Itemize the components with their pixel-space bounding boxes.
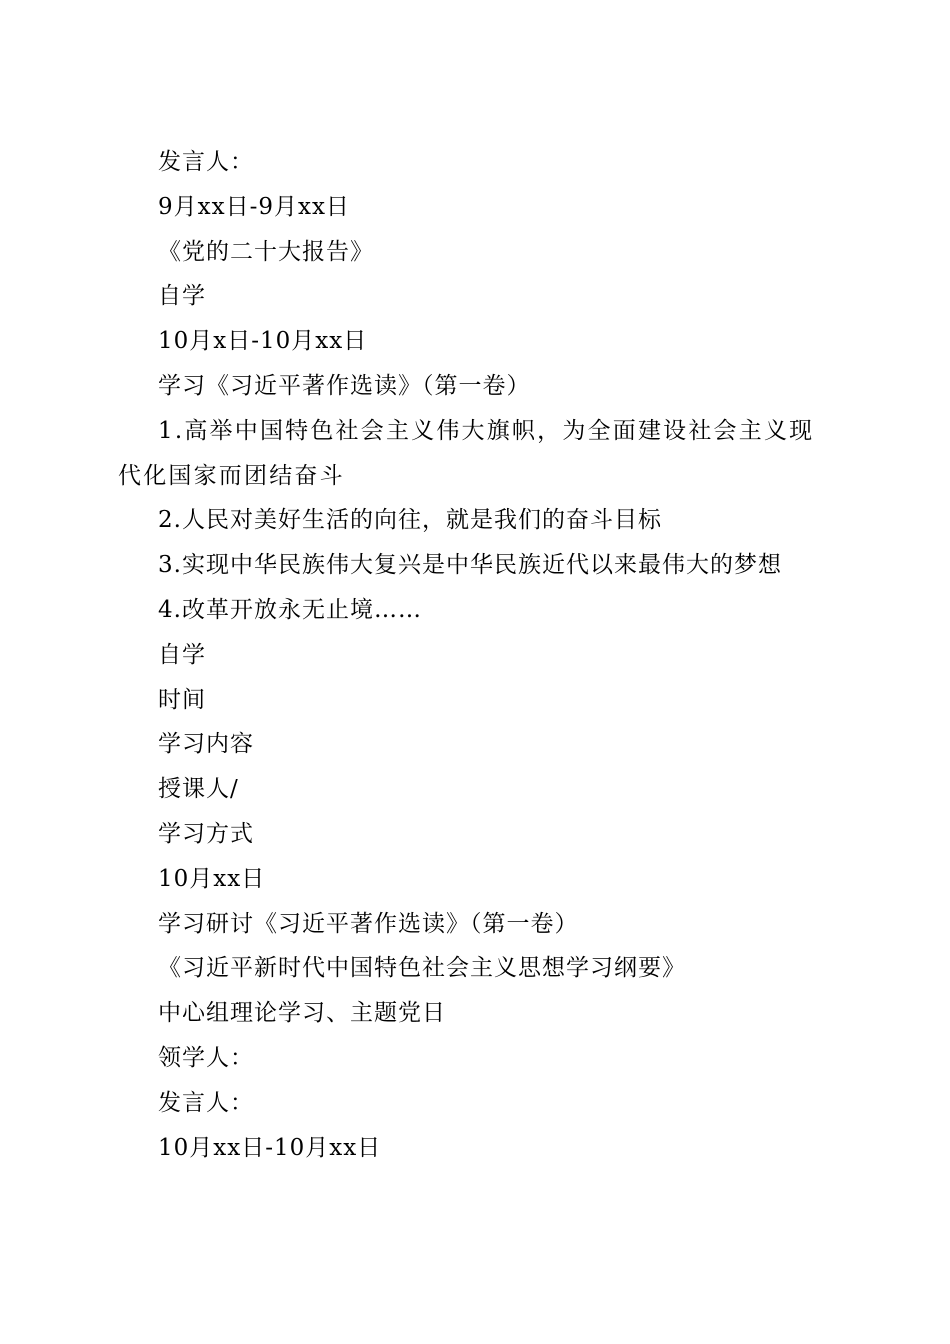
- study-material: 《习近平新时代中国特色社会主义思想学习纲要》: [158, 955, 686, 982]
- table-header-lecturer: 授课人/: [158, 776, 239, 803]
- table-header-content: 学习内容: [158, 731, 254, 758]
- lead-learner-label: 领学人：: [158, 1044, 254, 1071]
- speaker-label: 发言人：: [158, 1089, 254, 1116]
- table-header-time: 时间: [158, 686, 206, 713]
- date-range: 9月xx日-9月xx日: [158, 193, 350, 220]
- study-topic: 学习《习近平著作选读》（第一卷）: [158, 372, 531, 399]
- list-item: 2.人民对美好生活的向往，就是我们的奋斗目标: [158, 507, 662, 534]
- list-item: 1.高举中国特色社会主义伟大旗帜，为全面建设社会主义现代化国家而团结奋斗: [118, 417, 815, 489]
- list-item: 4.改革开放永无止境……: [158, 596, 422, 623]
- table-header-method: 学习方式: [158, 820, 254, 847]
- document-body: [118, 140, 838, 1170]
- study-topic: 学习研讨《习近平著作选读》（第一卷）: [158, 910, 579, 937]
- study-method: 自学: [158, 283, 206, 310]
- date-range: 10月x日-10月xx日: [158, 328, 368, 355]
- date-range: 10月xx日-10月xx日: [158, 1134, 382, 1161]
- date: 10月xx日: [158, 865, 266, 892]
- study-method: 自学: [158, 641, 206, 668]
- study-method: 中心组理论学习、主题党日: [158, 1000, 446, 1027]
- speaker-label: 发言人：: [158, 149, 254, 175]
- study-material: 《党的二十大报告》: [158, 238, 374, 265]
- list-item: 3.实现中华民族伟大复兴是中华民族近代以来最伟大的梦想: [158, 552, 782, 579]
